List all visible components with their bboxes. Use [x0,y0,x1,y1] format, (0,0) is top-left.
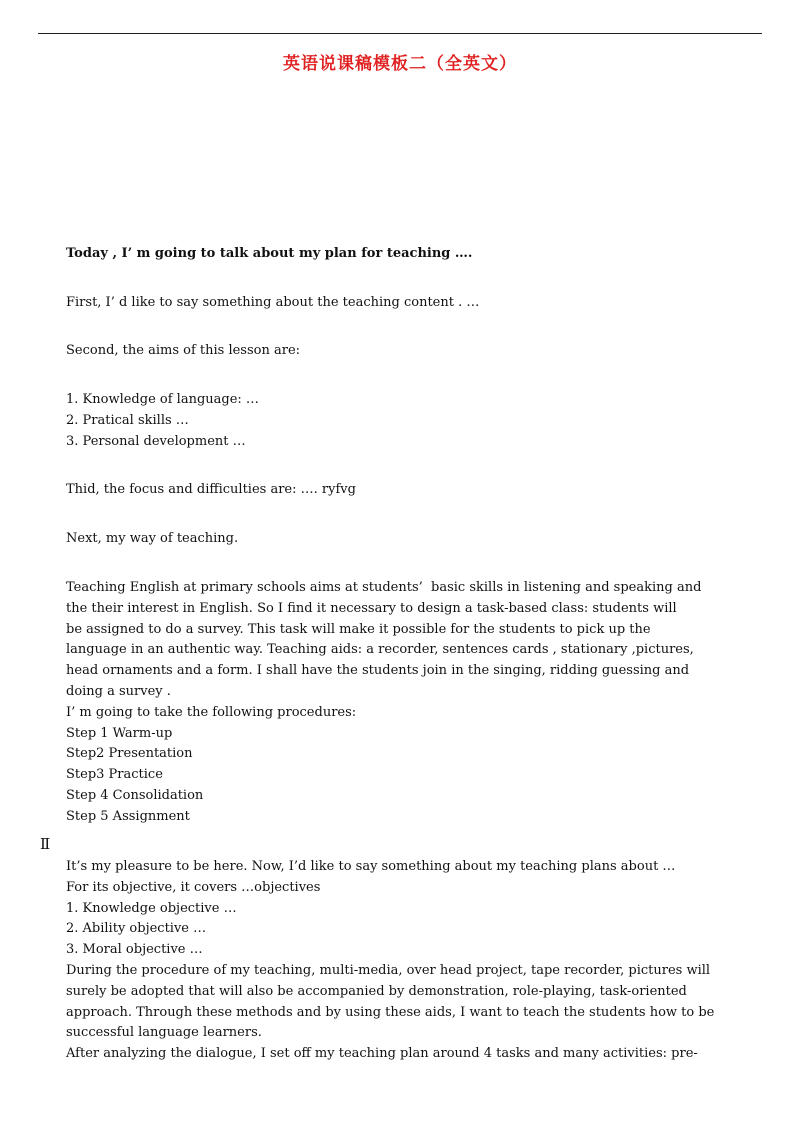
step-item: Step2 Presentation [66,746,193,762]
focus-line: Thid, the focus and difficulties are: …. ryfvg [66,482,356,497]
aim-item: 1. Knowledge of language: … [66,392,259,407]
aim-item: 3. Personal development … [66,433,246,449]
focus-block [66,480,756,501]
section2-line: surely be adopted that will also be accompanied by demonstration, role-playing, task-oriented [66,983,687,999]
section2-line: It’s my pleasure to be here. Now, I’d like to say something about my teaching plans about … [66,859,676,874]
paragraph-line: head ornaments and a form. I shall have the students join in the singing, ridding guessing and [66,663,690,679]
step-item: Step3 Practice [66,767,163,783]
way-block [66,529,756,550]
aims-intro-line: Second, the aims of this lesson are: [66,343,301,358]
procedures-intro: I’ m going to take the following procedures: [66,704,357,720]
aims-list [66,390,756,452]
section2-line: For its objective, it covers …objectives [66,879,321,895]
objective-item: 3. Moral objective … [66,942,203,958]
paragraph-line: the their interest in English. So I find it necessary to design a task-based class: students will [66,600,677,616]
intro-block [66,244,756,265]
intro-line: Today , I’ m going to talk about my plan for teaching …. [66,246,473,261]
way-line: Next, my way of teaching. [66,531,239,546]
section2-block [66,857,756,1065]
teaching-paragraph [66,578,756,828]
paragraph-line: doing a survey . [66,683,171,699]
section2-line: successful language learners. [66,1025,262,1041]
paragraph-line: language in an authentic way. Teaching aids: a recorder, sentences cards , stationary ,pictures, [66,642,694,658]
objective-item: 2. Ability objective … [66,921,207,937]
step-item: Step 1 Warm-up [66,725,173,741]
header-rule [38,33,762,34]
section2-line: During the procedure of my teaching, multi-media, over head project, tape recorder, pictures will [66,962,711,978]
step-item: Step 4 Consolidation [66,787,204,803]
section-number: Ⅱ [40,835,51,853]
paragraph-line: be assigned to do a survey. This task will make it possible for the students to pick up the [66,621,651,637]
paragraph-line: Teaching English at primary schools aims at students’ basic skills in listening and speaking and [66,580,702,595]
objective-item: 1. Knowledge objective … [66,900,237,916]
step-item: Step 5 Assignment [66,808,190,824]
aims-intro-block [66,341,756,362]
document-title: 英语说课稿模板二（全英文） [283,54,517,74]
aim-item: 2. Pratical skills … [66,412,189,428]
content-line: First, I’ d like to say something about the teaching content . … [66,295,480,310]
section2-line: After analyzing the dialogue, I set off my teaching plan around 4 tasks and many activities: pre- [66,1046,698,1062]
content-block [66,293,756,314]
section2-line: approach. Through these methods and by using these aids, I want to teach the students how to be [66,1004,715,1020]
